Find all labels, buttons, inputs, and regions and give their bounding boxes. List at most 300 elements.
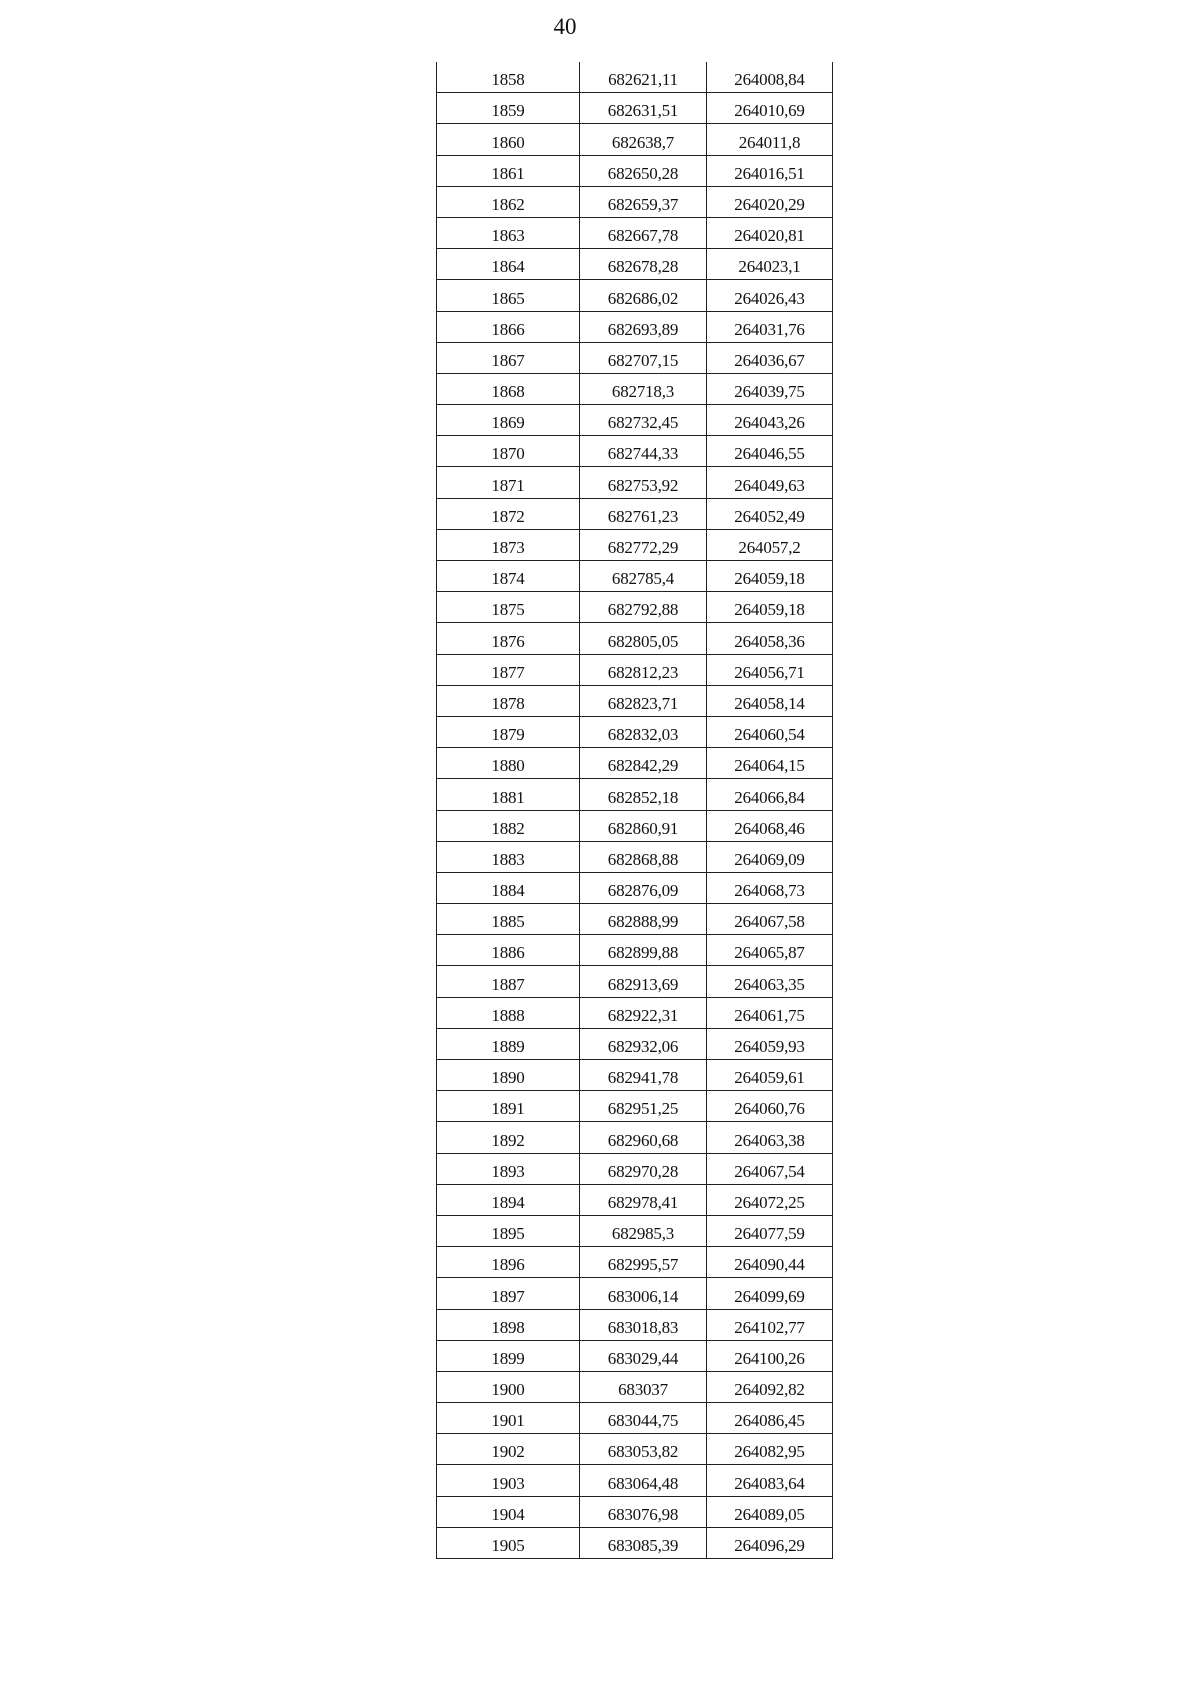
cell-text: 682842,29 [607, 756, 679, 776]
x-coordinate-cell [580, 1028, 707, 1059]
cell-text: 682868,88 [607, 849, 679, 869]
cell-text: 264059,93 [734, 1037, 805, 1056]
y-coordinate-cell [707, 1434, 833, 1465]
cell-text: 682941,78 [607, 1068, 679, 1088]
y-coordinate-cell [707, 1091, 833, 1122]
point-number-cell [437, 1247, 580, 1278]
table-row [437, 1278, 833, 1309]
table-row [437, 935, 833, 966]
y-coordinate-cell [707, 592, 833, 623]
cell-text: 682860,91 [607, 818, 679, 838]
cell-text: 1902 [491, 1442, 525, 1462]
y-coordinate-cell [707, 1028, 833, 1059]
table-row [437, 872, 833, 903]
cell-text: 264036,67 [734, 350, 805, 370]
table-row [437, 1309, 833, 1340]
cell-text: 264063,38 [734, 1130, 805, 1150]
point-number-cell [437, 1371, 580, 1402]
table-row [437, 93, 833, 124]
cell-text: 264096,29 [734, 1536, 805, 1555]
cell-text: 264065,87 [734, 943, 805, 963]
cell-text: 682785,4 [611, 569, 675, 589]
point-number-cell [437, 779, 580, 810]
cell-text: 1899 [491, 1348, 525, 1368]
cell-text: 264099,69 [734, 1286, 805, 1306]
cell-text: 1863 [491, 226, 525, 246]
x-coordinate-cell [580, 997, 707, 1028]
cell-text: 682805,05 [607, 631, 679, 651]
table-row [437, 716, 833, 747]
table-row [437, 311, 833, 342]
point-number-cell [437, 1215, 580, 1246]
x-coordinate-cell [580, 1465, 707, 1496]
y-coordinate-cell [707, 716, 833, 747]
cell-text: 1903 [491, 1473, 525, 1493]
point-number-cell [437, 1091, 580, 1122]
y-coordinate-cell [707, 436, 833, 467]
y-coordinate-cell [707, 405, 833, 436]
cell-text: 682960,68 [607, 1130, 679, 1150]
point-number-cell [437, 1122, 580, 1153]
x-coordinate-cell [580, 1060, 707, 1091]
cell-text: 264083,64 [734, 1473, 805, 1493]
cell-text: 683053,82 [607, 1442, 679, 1462]
x-coordinate-cell [580, 155, 707, 186]
point-number-cell [437, 748, 580, 779]
y-coordinate-cell [707, 904, 833, 935]
cell-text: 1882 [491, 818, 525, 838]
table-row [437, 436, 833, 467]
table-row [437, 1184, 833, 1215]
point-number-cell [437, 904, 580, 935]
table-row [437, 62, 833, 93]
table-row [437, 1403, 833, 1434]
x-coordinate-cell [580, 217, 707, 248]
y-coordinate-cell [707, 966, 833, 997]
table-row [437, 373, 833, 404]
y-coordinate-cell [707, 1465, 833, 1496]
cell-text: 1864 [491, 257, 525, 277]
x-coordinate-cell [580, 1527, 707, 1558]
y-coordinate-cell [707, 1496, 833, 1527]
x-coordinate-cell [580, 904, 707, 935]
cell-text: 682678,28 [607, 257, 679, 277]
x-coordinate-cell [580, 1371, 707, 1402]
x-coordinate-cell [580, 685, 707, 716]
point-number-cell [437, 1340, 580, 1371]
cell-text: 683006,14 [607, 1286, 679, 1306]
cell-text: 1865 [491, 288, 525, 308]
table-row [437, 779, 833, 810]
point-number-cell [437, 529, 580, 560]
table-row [437, 1028, 833, 1059]
cell-text: 682995,57 [607, 1255, 679, 1275]
cell-text: 683044,75 [607, 1411, 679, 1431]
x-coordinate-cell [580, 436, 707, 467]
point-number-cell [437, 249, 580, 280]
cell-text: 1885 [491, 912, 525, 932]
point-number-cell [437, 1403, 580, 1434]
cell-text: 682761,23 [607, 506, 679, 526]
y-coordinate-cell [707, 529, 833, 560]
point-number-cell [437, 467, 580, 498]
x-coordinate-cell [580, 1403, 707, 1434]
x-coordinate-cell [580, 124, 707, 155]
x-coordinate-cell [580, 405, 707, 436]
point-number-cell [437, 841, 580, 872]
coordinates-table [436, 62, 833, 1559]
point-number-cell [437, 872, 580, 903]
cell-text: 264008,84 [734, 70, 805, 90]
cell-text: 1887 [491, 974, 525, 994]
x-coordinate-cell [580, 280, 707, 311]
cell-text: 682772,29 [607, 538, 679, 557]
y-coordinate-cell [707, 997, 833, 1028]
y-coordinate-cell [707, 1184, 833, 1215]
table-row [437, 124, 833, 155]
x-coordinate-cell [580, 1278, 707, 1309]
y-coordinate-cell [707, 561, 833, 592]
cell-text: 682823,71 [607, 693, 679, 713]
table-row [437, 1153, 833, 1184]
cell-text: 682985,3 [611, 1224, 675, 1244]
cell-text: 264058,14 [734, 693, 805, 713]
y-coordinate-cell [707, 1340, 833, 1371]
cell-text: 264066,84 [734, 787, 805, 807]
cell-text: 683037 [618, 1380, 668, 1400]
page-number: 40 [553, 14, 577, 39]
cell-text: 682888,99 [607, 912, 679, 932]
table-row [437, 1371, 833, 1402]
cell-text: 264052,49 [734, 506, 805, 526]
cell-text: 683064,48 [607, 1473, 679, 1493]
x-coordinate-cell [580, 779, 707, 810]
table-row [437, 186, 833, 217]
cell-text: 683076,98 [607, 1504, 679, 1524]
table-row [437, 1091, 833, 1122]
cell-text: 264060,76 [734, 1099, 805, 1119]
cell-text: 1901 [491, 1411, 525, 1431]
point-number-cell [437, 1184, 580, 1215]
cell-text: 1875 [491, 600, 525, 620]
table-row [437, 1496, 833, 1527]
cell-text: 1862 [491, 194, 525, 214]
cell-text: 682913,69 [607, 974, 679, 994]
y-coordinate-cell [707, 935, 833, 966]
cell-text: 682667,78 [607, 226, 679, 246]
y-coordinate-cell [707, 1527, 833, 1558]
cell-text: 1880 [491, 756, 525, 776]
y-coordinate-cell [707, 623, 833, 654]
cell-text: 264056,71 [734, 662, 805, 682]
cell-text: 682707,15 [607, 350, 679, 370]
cell-text: 1876 [491, 631, 525, 651]
table-row [437, 498, 833, 529]
cell-text: 682621,11 [608, 70, 678, 90]
y-coordinate-cell [707, 779, 833, 810]
cell-text: 1883 [491, 849, 525, 869]
cell-text: 264059,18 [734, 600, 805, 620]
cell-text: 682686,02 [607, 288, 679, 308]
point-number-cell [437, 1278, 580, 1309]
point-number-cell [437, 716, 580, 747]
cell-text: 682631,51 [607, 101, 679, 121]
cell-text: 682899,88 [607, 943, 679, 963]
cell-text: 682693,89 [607, 319, 679, 339]
point-number-cell [437, 561, 580, 592]
x-coordinate-cell [580, 935, 707, 966]
point-number-cell [437, 342, 580, 373]
y-coordinate-cell [707, 810, 833, 841]
cell-text: 264031,76 [734, 319, 805, 339]
cell-text: 264026,43 [734, 288, 805, 308]
y-coordinate-cell [707, 1371, 833, 1402]
x-coordinate-cell [580, 1153, 707, 1184]
cell-text: 682718,3 [611, 382, 675, 402]
point-number-cell [437, 966, 580, 997]
point-number-cell [437, 498, 580, 529]
cell-text: 1881 [491, 787, 525, 807]
table-row [437, 155, 833, 186]
y-coordinate-cell [707, 1215, 833, 1246]
point-number-cell [437, 186, 580, 217]
cell-text: 1869 [491, 413, 525, 433]
cell-text: 682978,41 [607, 1192, 679, 1212]
cell-text: 682812,23 [607, 662, 679, 682]
cell-text: 1892 [491, 1130, 525, 1150]
cell-text: 1890 [491, 1068, 525, 1088]
table-row [437, 997, 833, 1028]
y-coordinate-cell [707, 124, 833, 155]
x-coordinate-cell [580, 716, 707, 747]
y-coordinate-cell [707, 217, 833, 248]
cell-text: 264061,75 [734, 1005, 805, 1025]
cell-text: 264010,69 [734, 101, 805, 121]
cell-text: 1870 [491, 444, 525, 464]
cell-text: 264092,82 [734, 1380, 805, 1400]
cell-text: 682732,45 [607, 413, 679, 433]
table-row [437, 966, 833, 997]
y-coordinate-cell [707, 280, 833, 311]
table-row [437, 405, 833, 436]
point-number-cell [437, 155, 580, 186]
table-row [437, 1465, 833, 1496]
cell-text: 682650,28 [607, 163, 679, 183]
cell-text: 1859 [491, 101, 525, 121]
cell-text: 264046,55 [734, 444, 805, 464]
point-number-cell [437, 217, 580, 248]
cell-text: 264100,26 [734, 1348, 805, 1368]
cell-text: 264059,18 [734, 569, 805, 589]
cell-text: 683029,44 [607, 1348, 679, 1368]
y-coordinate-cell [707, 249, 833, 280]
y-coordinate-cell [707, 186, 833, 217]
point-number-cell [437, 1527, 580, 1558]
table-row [437, 1340, 833, 1371]
cell-text: 264043,26 [734, 413, 805, 433]
cell-text: 264068,46 [734, 818, 805, 838]
point-number-cell [437, 623, 580, 654]
cell-text: 683085,39 [607, 1536, 679, 1555]
cell-text: 1868 [491, 382, 525, 402]
cell-text: 1861 [491, 163, 525, 183]
cell-text: 264077,59 [734, 1224, 805, 1244]
table-row [437, 1060, 833, 1091]
cell-text: 1871 [491, 475, 525, 495]
x-coordinate-cell [580, 498, 707, 529]
table-row [437, 623, 833, 654]
x-coordinate-cell [580, 1122, 707, 1153]
x-coordinate-cell [580, 93, 707, 124]
y-coordinate-cell [707, 685, 833, 716]
cell-text: 264068,73 [734, 881, 805, 901]
point-number-cell [437, 311, 580, 342]
table-row [437, 342, 833, 373]
table-row [437, 1122, 833, 1153]
table-row [437, 1434, 833, 1465]
point-number-cell [437, 280, 580, 311]
y-coordinate-cell [707, 841, 833, 872]
table-row [437, 217, 833, 248]
cell-text: 1896 [491, 1255, 525, 1275]
x-coordinate-cell [580, 872, 707, 903]
x-coordinate-cell [580, 373, 707, 404]
y-coordinate-cell [707, 1153, 833, 1184]
cell-text: 264016,51 [734, 163, 805, 183]
cell-text: 264086,45 [734, 1411, 805, 1431]
cell-text: 682744,33 [607, 444, 679, 464]
cell-text: 264057,2 [738, 538, 801, 557]
x-coordinate-cell [580, 1309, 707, 1340]
x-coordinate-cell [580, 311, 707, 342]
x-coordinate-cell [580, 1340, 707, 1371]
x-coordinate-cell [580, 561, 707, 592]
x-coordinate-cell [580, 342, 707, 373]
cell-text: 1874 [491, 569, 525, 589]
cell-text: 1860 [491, 132, 525, 152]
table-row [437, 685, 833, 716]
cell-text: 682792,88 [607, 600, 679, 620]
x-coordinate-cell [580, 467, 707, 498]
y-coordinate-cell [707, 93, 833, 124]
table-row [437, 1527, 833, 1558]
cell-text: 682832,03 [607, 725, 679, 745]
point-number-cell [437, 1496, 580, 1527]
cell-text: 1884 [491, 881, 525, 901]
cell-text: 682659,37 [607, 194, 679, 214]
x-coordinate-cell [580, 186, 707, 217]
cell-text: 683018,83 [607, 1317, 679, 1337]
x-coordinate-cell [580, 1091, 707, 1122]
cell-text: 264060,54 [734, 725, 805, 745]
cell-text: 264039,75 [734, 382, 805, 402]
cell-text: 264090,44 [734, 1255, 805, 1275]
cell-text: 1867 [491, 350, 525, 370]
y-coordinate-cell [707, 373, 833, 404]
x-coordinate-cell [580, 1247, 707, 1278]
point-number-cell [437, 373, 580, 404]
y-coordinate-cell [707, 342, 833, 373]
y-coordinate-cell [707, 1278, 833, 1309]
table-row [437, 654, 833, 685]
cell-text: 1897 [491, 1286, 525, 1306]
y-coordinate-cell [707, 654, 833, 685]
point-number-cell [437, 1465, 580, 1496]
table-row [437, 467, 833, 498]
table-row [437, 529, 833, 560]
point-number-cell [437, 810, 580, 841]
x-coordinate-cell [580, 1434, 707, 1465]
cell-text: 264011,8 [738, 132, 801, 152]
cell-text: 264049,63 [734, 475, 805, 495]
table-row [437, 561, 833, 592]
y-coordinate-cell [707, 62, 833, 93]
cell-text: 1878 [491, 693, 525, 713]
cell-text: 1873 [491, 538, 525, 557]
y-coordinate-cell [707, 1060, 833, 1091]
table-row [437, 280, 833, 311]
y-coordinate-cell [707, 311, 833, 342]
cell-text: 682876,09 [607, 881, 679, 901]
point-number-cell [437, 1028, 580, 1059]
cell-text: 682951,25 [607, 1099, 679, 1119]
cell-text: 264023,1 [738, 257, 801, 277]
y-coordinate-cell [707, 467, 833, 498]
cell-text: 1866 [491, 319, 525, 339]
x-coordinate-cell [580, 249, 707, 280]
table-row [437, 1247, 833, 1278]
cell-text: 264082,95 [734, 1442, 805, 1462]
x-coordinate-cell [580, 1184, 707, 1215]
point-number-cell [437, 935, 580, 966]
coordinates-table-body [437, 62, 833, 1559]
x-coordinate-cell [580, 810, 707, 841]
x-coordinate-cell [580, 1215, 707, 1246]
point-number-cell [437, 1153, 580, 1184]
point-number-cell [437, 1434, 580, 1465]
y-coordinate-cell [707, 155, 833, 186]
cell-text: 1900 [491, 1380, 525, 1400]
point-number-cell [437, 685, 580, 716]
x-coordinate-cell [580, 748, 707, 779]
x-coordinate-cell [580, 62, 707, 93]
cell-text: 1889 [491, 1037, 525, 1056]
x-coordinate-cell [580, 966, 707, 997]
point-number-cell [437, 997, 580, 1028]
table-row [437, 592, 833, 623]
x-coordinate-cell [580, 1496, 707, 1527]
cell-text: 264064,15 [734, 756, 805, 776]
table-row [437, 904, 833, 935]
cell-text: 682753,92 [607, 475, 679, 495]
point-number-cell [437, 654, 580, 685]
point-number-cell [437, 1309, 580, 1340]
cell-text: 264063,35 [734, 974, 805, 994]
cell-text: 1872 [491, 506, 525, 526]
cell-text: 682932,06 [607, 1037, 679, 1056]
cell-text: 264020,29 [734, 194, 805, 214]
table-row [437, 841, 833, 872]
y-coordinate-cell [707, 1247, 833, 1278]
point-number-cell [437, 62, 580, 93]
x-coordinate-cell [580, 841, 707, 872]
cell-text: 264072,25 [734, 1192, 805, 1212]
y-coordinate-cell [707, 748, 833, 779]
cell-text: 682638,7 [611, 132, 675, 152]
y-coordinate-cell [707, 1403, 833, 1434]
table-row [437, 810, 833, 841]
cell-text: 264102,77 [734, 1317, 805, 1337]
